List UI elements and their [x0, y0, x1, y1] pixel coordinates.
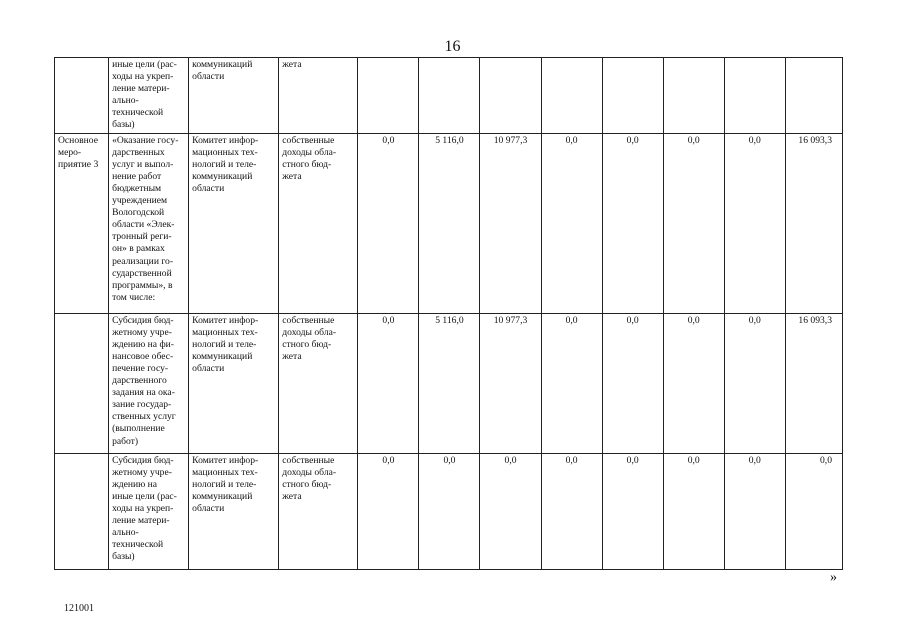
- total-cell: 16 093,3: [785, 313, 842, 453]
- value-cell: 0,0: [541, 453, 602, 569]
- value-cell: 0,0: [724, 453, 785, 569]
- value-cell: [602, 58, 663, 134]
- value-cell: [541, 58, 602, 134]
- value-cell: 0,0: [480, 453, 541, 569]
- budget-table: [54, 57, 843, 570]
- measure-cell: [55, 58, 109, 134]
- value-cell: 0,0: [358, 313, 419, 453]
- source-cell: собственные доходы обла- стного бюд- жета: [279, 313, 358, 453]
- name-cell: Субсидия бюд- жетному учре- ждению на иные цели (рас- ходы на укреп- ление матери- ально- технической базы): [109, 453, 189, 569]
- page-number: 16: [444, 38, 461, 55]
- value-cell: 5 116,0: [419, 313, 480, 453]
- value-cell: 10 977,3: [480, 313, 541, 453]
- value-cell: 0,0: [663, 133, 724, 313]
- total-cell: [785, 58, 842, 134]
- value-cell: 0,0: [541, 133, 602, 313]
- executor-cell: коммуникаций области: [189, 58, 279, 134]
- total-cell: 16 093,3: [785, 133, 842, 313]
- value-cell: 0,0: [602, 133, 663, 313]
- value-cell: 0,0: [663, 453, 724, 569]
- value-cell: 0,0: [724, 133, 785, 313]
- name-cell: Субсидия бюд- жетному учре- ждению на фи- нансовое обес- печение госу- дарственного задания на ока- зание государ- ственных услуг (выполнение работ): [109, 313, 189, 453]
- value-cell: [358, 58, 419, 134]
- table-row: [55, 58, 843, 134]
- source-cell: собственные доходы обла- стного бюд- жета: [279, 133, 358, 313]
- executor-cell: Комитет инфор- мационных тех- нологий и теле- коммуникаций области: [189, 133, 279, 313]
- value-cell: 0,0: [724, 313, 785, 453]
- value-cell: 10 977,3: [480, 133, 541, 313]
- table-row: [55, 313, 843, 453]
- name-cell: иные цели (рас- ходы на укреп- ление матери- ально- технической базы): [109, 58, 189, 134]
- name-cell: «Оказание госу- дарственных услуг и выпол- нение работ бюджетным учреждением Вологодской области «Элек- тронный реги- он» в рамках реализации го- сударственной программы», в том числе:: [109, 133, 189, 313]
- value-cell: [480, 58, 541, 134]
- source-cell: собственные доходы обла- стного бюд- жета: [279, 453, 358, 569]
- value-cell: 5 116,0: [419, 133, 480, 313]
- document-code: 121001: [64, 603, 94, 614]
- table-row: [55, 133, 843, 313]
- value-cell: 0,0: [358, 133, 419, 313]
- measure-cell: Основное меро- приятие 3: [55, 133, 109, 313]
- value-cell: 0,0: [602, 453, 663, 569]
- total-cell: 0,0: [785, 453, 842, 569]
- executor-cell: Комитет инфор- мационных тех- нологий и теле- коммуникаций области: [189, 313, 279, 453]
- executor-cell: Комитет инфор- мационных тех- нологий и теле- коммуникаций области: [189, 453, 279, 569]
- value-cell: [663, 58, 724, 134]
- value-cell: 0,0: [419, 453, 480, 569]
- value-cell: 0,0: [358, 453, 419, 569]
- source-cell: жета: [279, 58, 358, 134]
- value-cell: 0,0: [541, 313, 602, 453]
- table-row: [55, 453, 843, 569]
- value-cell: [724, 58, 785, 134]
- measure-cell: [55, 313, 109, 453]
- value-cell: [419, 58, 480, 134]
- value-cell: 0,0: [663, 313, 724, 453]
- measure-cell: [55, 453, 109, 569]
- value-cell: 0,0: [602, 313, 663, 453]
- closing-quote: »: [830, 570, 837, 585]
